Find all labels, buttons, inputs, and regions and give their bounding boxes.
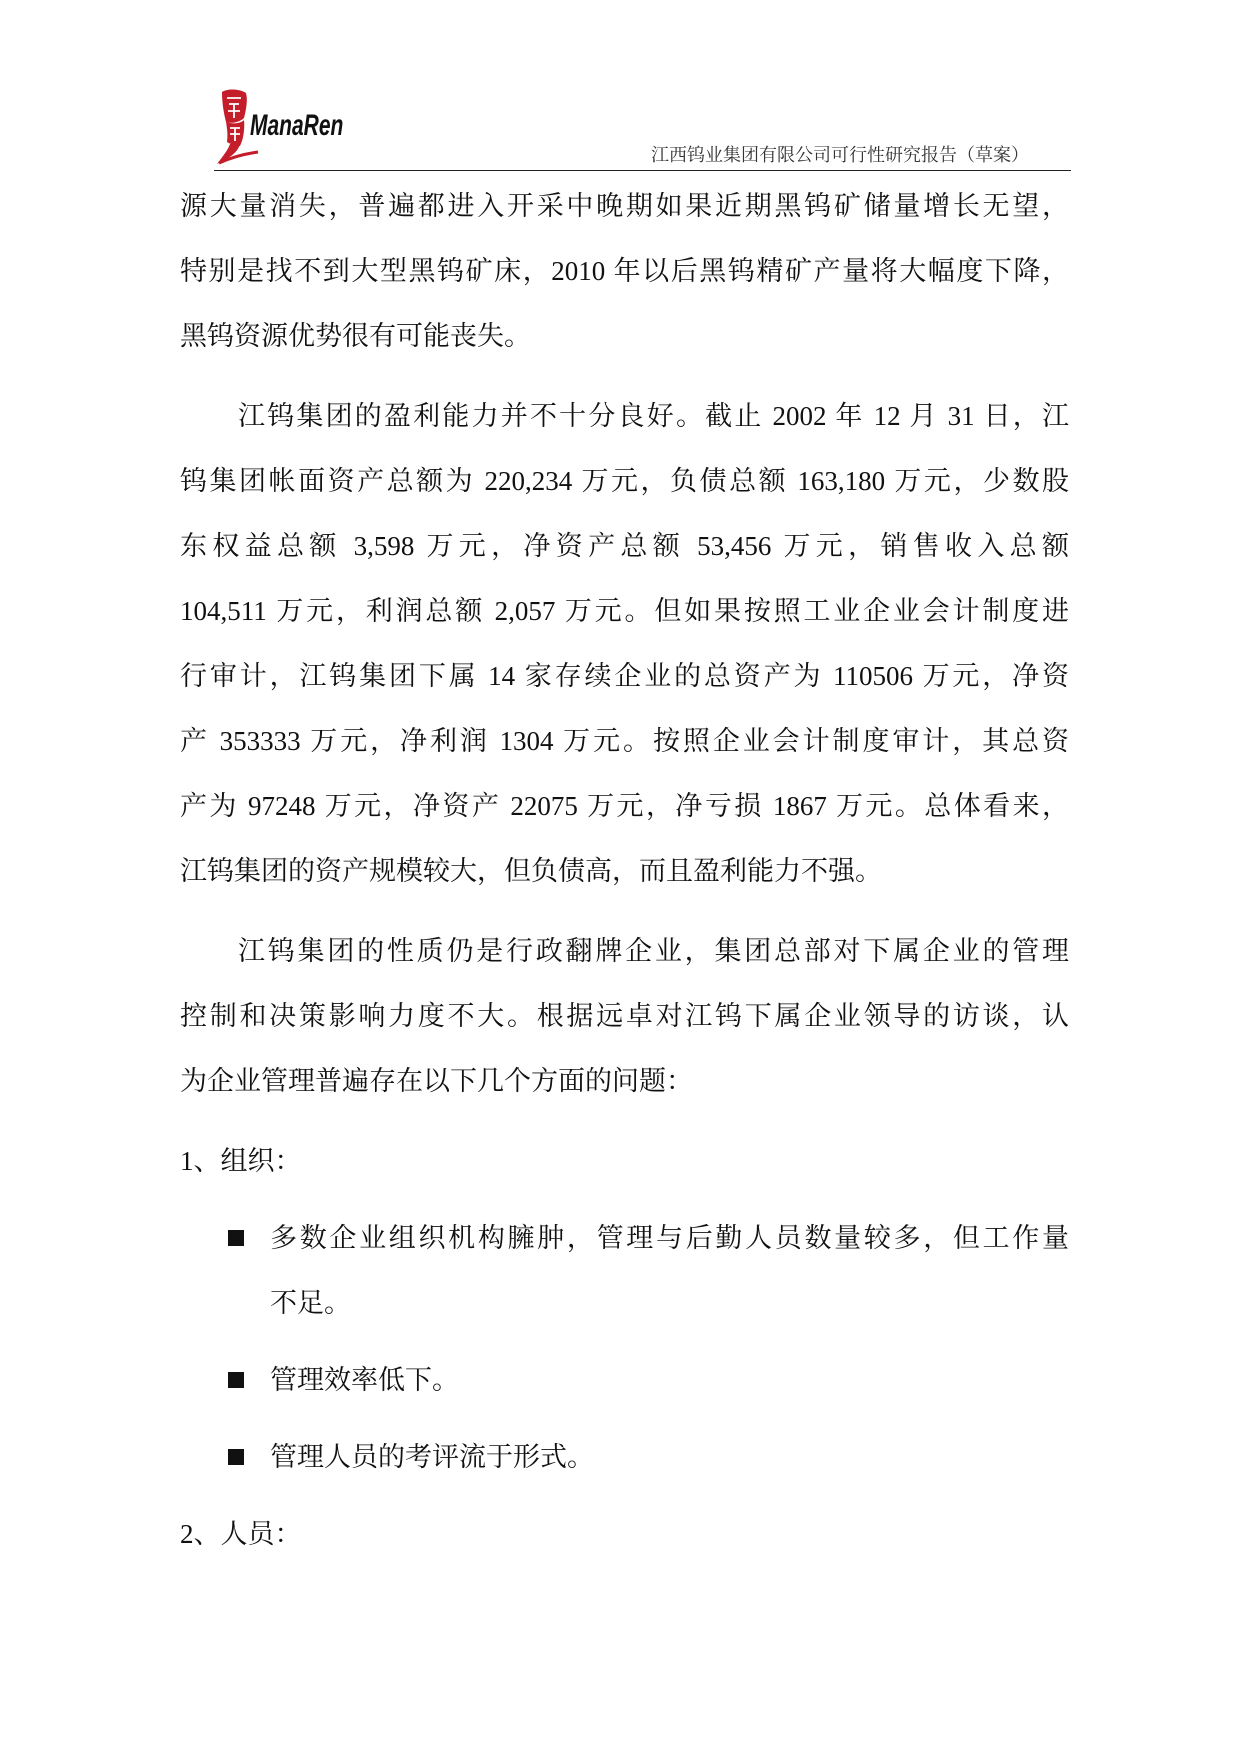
bullet-text-line: 管理人员的考评流于形式。 <box>270 1442 594 1472</box>
square-bullet-icon <box>228 1372 244 1388</box>
logo-text: ManaRen <box>250 109 344 142</box>
text-line: 产为 97248 万元，净资产 22075 万元，净亏损 1867 万元。总体看来， <box>180 791 1069 821</box>
text-line: 黑钨资源优势很有可能丧失。 <box>180 321 531 351</box>
text-line: 行审计，江钨集团下属 14 家存续企业的总资产为 110506 万元，净资 <box>180 661 1069 691</box>
report-title: 江西钨业集团有限公司可行性研究报告（草案） <box>651 145 1029 165</box>
text-line: 东权益总额 3,598 万元，净资产总额 53,456 万元，销售收入总额 <box>180 531 1069 561</box>
text-line: 产 353333 万元，净利润 1304 万元。按照企业会计制度审计，其总资 <box>180 726 1069 756</box>
section-heading: 1、组织： <box>180 1146 302 1176</box>
bullet-item <box>180 1348 1069 1413</box>
text-line: 为企业管理普遍存在以下几个方面的问题： <box>180 1066 693 1096</box>
text-line: 特别是找不到大型黑钨矿床，2010 年以后黑钨精矿产量将大幅度下降， <box>180 256 1069 286</box>
body-text <box>180 174 1069 1579</box>
bullet-text-line: 管理效率低下。 <box>270 1365 459 1395</box>
paragraph <box>180 174 1069 369</box>
text-line: 江钨集团的资产规模较大，但负债高，而且盈利能力不强。 <box>180 856 882 886</box>
square-bullet-icon <box>228 1449 244 1465</box>
section-heading: 2、人员： <box>180 1519 302 1549</box>
text-line: 江钨集团的性质仍是行政翻牌企业，集团总部对下属企业的管理 <box>238 936 1069 966</box>
bullet-item <box>180 1425 1069 1490</box>
logo <box>210 84 350 170</box>
square-bullet-icon <box>228 1230 244 1246</box>
text-line: 控制和决策影响力度不大。根据远卓对江钨下属企业领导的访谈，认 <box>180 1001 1069 1031</box>
bullet-text-line: 多数企业组织机构臃肿，管理与后勤人员数量较多，但工作量 <box>270 1223 1069 1253</box>
text-line: 104,511 万元，利润总额 2,057 万元。但如果按照工业企业会计制度进 <box>180 596 1069 626</box>
header-rule <box>214 170 1071 171</box>
text-line: 江钨集团的盈利能力并不十分良好。截止 2002 年 12 月 31 日，江 <box>238 401 1069 431</box>
bullet-item <box>180 1206 1069 1336</box>
bullet-list <box>180 1206 1069 1490</box>
bullet-text-line: 不足。 <box>270 1288 351 1318</box>
text-line: 源大量消失，普遍都进入开采中晚期如果近期黑钨矿储量增长无望， <box>180 191 1069 221</box>
text-line: 钨集团帐面资产总额为 220,234 万元，负债总额 163,180 万元，少数股 <box>180 466 1069 496</box>
paragraph <box>180 384 1069 904</box>
paragraph <box>180 919 1069 1114</box>
